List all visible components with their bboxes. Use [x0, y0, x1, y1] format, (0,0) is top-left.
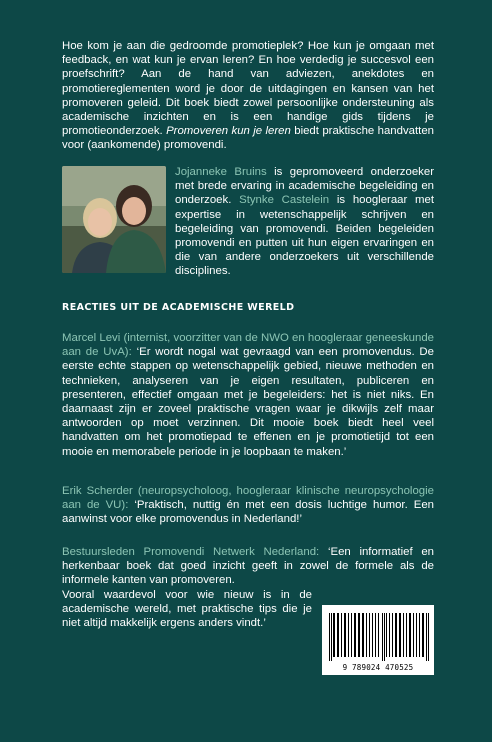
barcode-bar — [403, 613, 404, 657]
barcode-bars — [322, 605, 434, 663]
barcode-bar — [369, 613, 370, 657]
barcode-bar — [406, 613, 407, 657]
author-bio-2: is hoogleraar met expertise in wetenschappelijk schrijven en begeleiding van promovendi. Beiden begeleiden promovendi en putten uit hun eigen ervaringen en die van andere onderzoekers uit verschillende disciplines. — [175, 194, 434, 278]
barcode-bar — [416, 613, 417, 657]
quote-scherder — [62, 484, 434, 527]
quote-text: ‘Praktisch, nuttig én met een dosis luchtige humor. Een aanwinst voor elke promovendus in Nederland!’ — [62, 499, 434, 526]
barcode-bar — [348, 613, 349, 657]
barcode-bar — [375, 613, 376, 657]
quote-author: Erik Scherder (neuropsycholoog, hoogleraar klinische neuropsychologie aan de VU): — [62, 485, 434, 512]
section-title: REACTIES UIT DE ACADEMISCHE WERELD — [62, 302, 295, 313]
barcode-bar — [358, 613, 360, 657]
quote-levi — [62, 331, 434, 459]
barcode-bar — [413, 613, 414, 657]
intro-paragraph — [62, 39, 434, 153]
barcode-bar — [422, 613, 424, 657]
barcode-bar — [395, 613, 397, 657]
barcode-bar — [337, 613, 339, 657]
quote-text: ‘Een informatief en herkenbaar boek dat goed inzicht geeft in zowel de formele als de informele kanten van promoveren. — [62, 546, 434, 587]
quote-author: Bestuursleden Promovendi Netwerk Nederland: — [62, 546, 320, 558]
barcode-bar — [386, 613, 387, 657]
author-name-1: Jojanneke Bruins — [175, 166, 267, 178]
barcode-bar — [384, 613, 385, 661]
barcode-bar — [419, 613, 420, 657]
barcode-bar — [382, 613, 383, 661]
barcode-bar — [378, 613, 379, 657]
isbn-barcode — [322, 605, 434, 675]
barcode-bar — [351, 613, 352, 657]
barcode-bar — [409, 613, 411, 657]
barcode-bar — [399, 613, 401, 657]
intro-text-end: biedt praktische handvatten voor (aankomende) promovendi. — [62, 125, 434, 152]
isbn-number: 9 789024 470525 — [342, 663, 414, 672]
barcode-bar — [333, 613, 335, 657]
authors-photo-image — [62, 166, 166, 273]
quote-text: ‘Er wordt nogal wat gevraagd van een promovendus. De eerste echte stappen op wetenschappelijk gebied, nieuwe methoden en technieken, analyseren van je eigen resultaten, publiceren en presenteren, effectief omgaan met je begeleiders: het is niet niks. En daarnaast zijn er zoveel praktische vragen waar je dikwijls zelf maar antwoorden op moet verzinnen. Dit mooie boek biedt heel veel handvatten om het promotiepad te effenen en je promotietijd tot een mooie en memorabele periode in je loopbaan te maken.’ — [62, 346, 434, 458]
authors-bio — [175, 165, 434, 279]
quote-text-continued: Vooral waardevol voor wie nieuw is in de academische wereld, met praktische tips die je niet altijd makkelijk ergens anders vindt.’ — [62, 588, 312, 630]
author-name-2: Stynke Castelein — [239, 194, 330, 207]
author-bio-1: is gepromoveerd onderzoeker met brede ervaring in academische begeleiding en onderzoek. — [175, 166, 434, 207]
intro-text: Hoe kom je aan die gedroomde promotieplek? Hoe kun je omgaan met feedback, en wat kun je ervan leren? En hoe verdedig je succesvol een proefschrift? Aan de hand van adviezen, anekdotes en promotiereglementen word je door de uitdagingen en kansen van het promoveren geleid. Dit boek biedt zowel persoonlijke ondersteuning als academische inzichten en is een handige gids tijdens je promotieonderzoek. — [62, 40, 434, 138]
barcode-bar — [344, 613, 346, 657]
barcode-bar — [354, 613, 356, 657]
barcode-bar — [426, 613, 427, 661]
barcode-bar — [428, 613, 429, 661]
book-title-italic: Promoveren kun je leren — [166, 125, 291, 138]
authors-photo — [62, 166, 166, 273]
quote-author: Marcel Levi (internist, voorzitter van de NWO en hoogleraar geneeskunde aan de UvA): — [62, 332, 434, 359]
barcode-bar — [392, 613, 393, 657]
barcode-bar — [366, 613, 367, 657]
barcode-bar — [331, 613, 332, 661]
barcode-bar — [389, 613, 390, 657]
barcode-bar — [341, 613, 342, 657]
barcode-bar — [372, 613, 373, 657]
barcode-bar — [362, 613, 364, 657]
barcode-bar — [329, 613, 330, 661]
